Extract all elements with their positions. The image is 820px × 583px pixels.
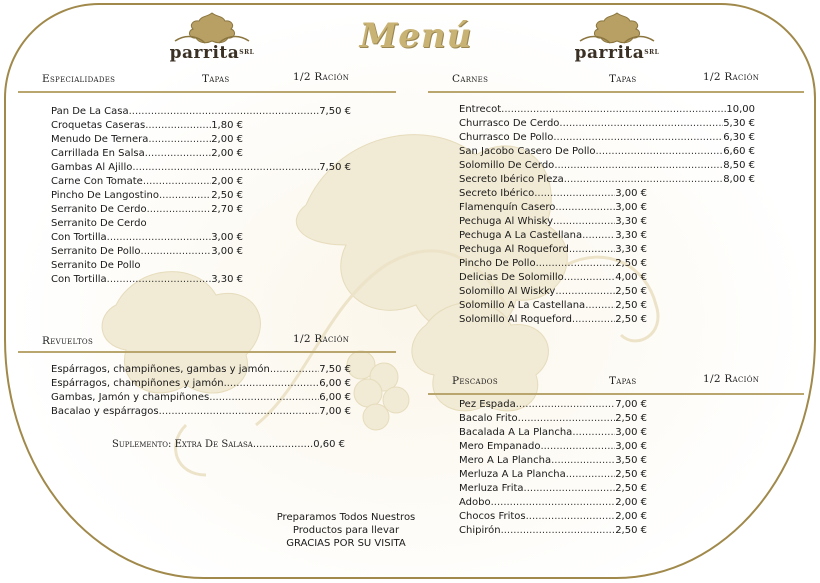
menu-item-price: 2,50 €	[211, 190, 243, 201]
menu-item-price: 3,00 €	[615, 188, 647, 199]
menu-item-name: Mero A La Plancha	[459, 455, 552, 466]
dot-leader	[526, 510, 616, 524]
menu-item-price: 3,50 €	[615, 455, 647, 466]
menu-item-price: 3,30 €	[615, 230, 647, 241]
dot-leader	[551, 454, 615, 468]
menu-item	[51, 161, 351, 175]
menu-item-name: Espárragos, champiñones y jamón	[51, 378, 224, 389]
menu-item-price: 1,80 €	[211, 120, 243, 131]
menu-item-name: Serranito De Cerdo	[51, 204, 147, 215]
menu-item	[459, 145, 755, 159]
carnes-heading: Carnes	[452, 73, 489, 85]
dot-leader	[534, 187, 615, 201]
dot-leader	[540, 440, 615, 454]
menu-item	[459, 440, 647, 454]
menu-item	[51, 273, 243, 287]
menu-item-price: 2,00 €	[615, 497, 647, 508]
menu-item	[51, 203, 243, 217]
menu-item-name: Pez Espada	[459, 399, 516, 410]
dot-leader	[501, 524, 616, 538]
menu-item	[459, 454, 647, 468]
menu-item-price: 2,50 €	[615, 525, 647, 536]
menu-item-price: 4,00 €	[615, 272, 647, 283]
dot-leader	[159, 405, 320, 419]
revueltos-list	[51, 363, 351, 419]
section-divider	[18, 351, 396, 353]
menu-item-price: 6,30 €	[723, 132, 755, 143]
dot-leader	[209, 391, 319, 405]
menu-item-name: Pincho De Langostino	[51, 190, 159, 201]
menu-item-name: San Jacobo Casero De Pollo	[459, 146, 596, 157]
menu-item-price: 3,30 €	[615, 244, 647, 255]
dot-leader	[559, 117, 723, 131]
menu-item-price: 3,00 €	[615, 427, 647, 438]
menu-item-name: Flamenquín Casero	[459, 202, 556, 213]
especialidades-tapas-header: Tapas	[202, 73, 230, 85]
dot-leader	[147, 203, 212, 217]
menu-item-name: Bacalada A La Plancha	[459, 427, 573, 438]
menu-item-price: 2,50 €	[615, 483, 647, 494]
menu-item	[51, 377, 351, 391]
dot-leader	[107, 231, 212, 245]
menu-item-price: 6,00 €	[319, 378, 351, 389]
dot-leader	[582, 229, 615, 243]
menu-item-name: Pechuga Al Roqueford	[459, 244, 569, 255]
menu-item	[51, 175, 243, 189]
menu-item-name: Solomillo De Cerdo	[459, 160, 555, 171]
menu-item-name: Con Tortilla	[51, 274, 107, 285]
menu-item-price: 2,00 €	[211, 176, 243, 187]
menu-item-price: 8,50 €	[723, 160, 755, 171]
revueltos-racion-header: 1/2 Ración	[293, 333, 350, 345]
pescados-tapas-header: Tapas	[609, 375, 637, 387]
menu-item-price: 7,00 €	[615, 399, 647, 410]
dot-leader	[159, 189, 211, 203]
menu-item	[51, 119, 243, 133]
dot-leader	[491, 496, 616, 510]
menu-item-name: Pechuga Al Whisky	[459, 216, 554, 227]
menu-item-name: Croquetas Caseras	[51, 120, 146, 131]
especialidades-racion-header: 1/2 Ración	[293, 71, 350, 83]
menu-item-price: 2,50 €	[615, 300, 647, 311]
revueltos-heading: Revueltos	[42, 335, 94, 347]
menu-item	[459, 299, 647, 313]
pescados-racion-header: 1/2 Ración	[703, 373, 760, 385]
menu-item-price: 2,70 €	[211, 204, 243, 215]
footer-line: Preparamos Todos Nuestros	[276, 512, 416, 523]
carnes-list	[459, 103, 755, 327]
menu-item-price: 5,30 €	[723, 118, 755, 129]
especialidades-list	[51, 105, 351, 287]
menu-item	[459, 271, 647, 285]
menu-item-price: 3,00 €	[615, 202, 647, 213]
menu-item	[459, 412, 647, 426]
footer-line: Productos para llevar	[292, 525, 400, 536]
menu-item	[459, 117, 755, 131]
menu-item	[459, 285, 647, 299]
dot-leader	[224, 377, 320, 391]
dot-leader	[145, 119, 211, 133]
menu-item	[459, 229, 647, 243]
footer-note	[256, 511, 436, 550]
dot-leader	[553, 215, 615, 229]
dot-leader	[143, 175, 211, 189]
dot-leader	[596, 145, 724, 159]
menu-item-name: Pan De La Casa	[51, 106, 129, 117]
dot-leader	[145, 147, 211, 161]
menu-item-price: 2,00 €	[211, 148, 243, 159]
menu-item-price: 2,00 €	[211, 134, 243, 145]
menu-item-price: 6,60 €	[723, 146, 755, 157]
menu-item	[51, 189, 243, 203]
menu-item-name: Pincho De Pollo	[459, 258, 536, 269]
menu-item-name: Delicias De Solomillo	[459, 272, 564, 283]
dot-leader	[569, 243, 615, 257]
menu-item-name: Solomillo A La Castellana	[459, 300, 586, 311]
menu-item	[459, 103, 755, 117]
grape-leaf-icon	[578, 11, 656, 47]
menu-item-name: Churrasco De Cerdo	[459, 118, 560, 129]
dot-leader	[129, 105, 320, 119]
menu-item-price: 2,50 €	[615, 413, 647, 424]
menu-item	[459, 173, 755, 187]
menu-item-name: Serranito De Pollo	[51, 260, 141, 271]
dot-leader	[564, 271, 615, 285]
menu-item-price: 8,00 €	[723, 174, 755, 185]
menu-item	[459, 243, 647, 257]
menu-item-price: 7,50 €	[319, 162, 351, 173]
menu-item-price: 2,50 €	[615, 286, 647, 297]
dot-leader	[501, 103, 726, 117]
menu-item-price: 7,50 €	[319, 364, 351, 375]
pescados-heading: Pescados	[452, 375, 498, 387]
dot-leader	[555, 285, 615, 299]
menu-item-name: Serranito De Pollo	[51, 246, 141, 257]
menu-item-name: Pechuga A La Castellana	[459, 230, 583, 241]
menu-item	[459, 426, 647, 440]
menu-item	[459, 159, 755, 173]
dot-leader	[572, 426, 615, 440]
menu-item-name: Bacalao y espárragos	[51, 406, 159, 417]
menu-item	[459, 468, 647, 482]
section-divider	[428, 91, 804, 93]
menu-item	[459, 398, 647, 412]
menu-item-name: Carne Con Tomate	[51, 176, 143, 187]
menu-item-name: Churrasco De Pollo	[459, 132, 554, 143]
menu-item	[459, 496, 647, 510]
dot-leader	[516, 398, 615, 412]
menu-item	[51, 133, 243, 147]
menu-item	[459, 313, 647, 327]
menu-item-price: 7,00 €	[319, 406, 351, 417]
dot-leader	[564, 173, 723, 187]
dot-leader	[524, 482, 616, 496]
menu-item-price: 2,50 €	[615, 314, 647, 325]
dot-leader	[141, 245, 212, 259]
menu-item-name: Espárragos, champiñones, gambas y jamón	[51, 364, 270, 375]
menu-item-name: Gambas, Jamón y champiñones	[51, 392, 210, 403]
dot-leader	[553, 131, 723, 145]
menu-item-name: Merluza A La Plancha	[459, 469, 566, 480]
menu-item-name: Secreto Ibérico Pleza	[459, 174, 564, 185]
carnes-tapas-header: Tapas	[609, 73, 637, 85]
dot-leader	[147, 217, 351, 231]
section-divider	[18, 91, 396, 93]
menu-item-name: Entrecot	[459, 104, 502, 115]
menu-item	[51, 105, 351, 119]
menu-item	[51, 391, 351, 405]
dot-leader	[554, 159, 723, 173]
menu-item-price: 2,00 €	[615, 511, 647, 522]
menu-item-price: 3,00 €	[211, 232, 243, 243]
brand-logo-right: parrita$^{SRL}$	[562, 11, 672, 61]
menu-item-name: Mero Empanado	[459, 441, 541, 452]
menu-item-price: 2,50 €	[615, 469, 647, 480]
dot-leader	[132, 161, 319, 175]
menu-item-price: 3,00 €	[615, 441, 647, 452]
menu-item-price: 3,30 €	[615, 216, 647, 227]
menu-item-name: Secreto Ibérico	[459, 188, 535, 199]
menu-card	[4, 3, 816, 579]
menu-item-price: 10,00	[726, 104, 755, 115]
menu-item	[459, 215, 647, 229]
dot-leader	[536, 257, 616, 271]
grape-leaf-icon	[173, 11, 251, 47]
dot-leader	[572, 313, 615, 327]
menu-item-name: Con Tortilla	[51, 232, 107, 243]
menu-item	[459, 201, 647, 215]
suplemento-line: Suplemento: Extra De Salasa...................0,60 €	[112, 439, 346, 450]
menu-item-name: Carrillada En Salsa	[51, 148, 145, 159]
menu-item	[51, 363, 351, 377]
menu-item	[51, 217, 351, 231]
menu-item-name: Chocos Fritos	[459, 511, 526, 522]
footer-line: GRACIAS POR SU VISITA	[286, 538, 406, 549]
menu-item-name: Chipirón	[459, 525, 501, 536]
menu-item-name: Merluza Frita	[459, 483, 524, 494]
menu-title: Menú	[359, 16, 473, 56]
section-divider	[428, 393, 804, 395]
menu-item-price: 6,00 €	[319, 392, 351, 403]
menu-item	[459, 482, 647, 496]
menu-item-price: 2,50 €	[615, 258, 647, 269]
dot-leader	[555, 201, 615, 215]
menu-item-price: 7,50 €	[319, 106, 351, 117]
menu-item	[51, 259, 351, 273]
dot-leader	[270, 363, 319, 377]
dot-leader	[518, 412, 616, 426]
menu-item	[459, 510, 647, 524]
pescados-list	[459, 398, 647, 538]
menu-item-name: Menudo De Ternera	[51, 134, 149, 145]
menu-item-name: Solomillo Al Wiskky	[459, 286, 556, 297]
menu-item	[459, 257, 647, 271]
dot-leader	[566, 468, 615, 482]
menu-item	[51, 231, 243, 245]
dot-leader	[585, 299, 615, 313]
menu-item	[459, 524, 647, 538]
menu-item-name: Solomillo Al Roqueford	[459, 314, 572, 325]
menu-item	[51, 245, 243, 259]
dot-leader	[148, 133, 211, 147]
menu-item-price: 3,30 €	[211, 274, 243, 285]
menu-item-price: 3,00 €	[211, 246, 243, 257]
menu-item	[51, 147, 243, 161]
menu-item-name: Serranito De Cerdo	[51, 218, 147, 229]
brand-logo-left: parrita$^{SRL}$	[157, 11, 267, 61]
especialidades-heading: Especialidades	[42, 73, 116, 85]
menu-item	[459, 187, 647, 201]
menu-item-name: Bacalo Frito	[459, 413, 518, 424]
menu-item-name: Gambas Al Ajillo	[51, 162, 133, 173]
menu-item	[51, 405, 351, 419]
dot-leader	[141, 259, 351, 273]
carnes-racion-header: 1/2 Ración	[703, 71, 760, 83]
menu-item	[459, 131, 755, 145]
dot-leader	[107, 273, 212, 287]
menu-item-name: Adobo	[459, 497, 491, 508]
